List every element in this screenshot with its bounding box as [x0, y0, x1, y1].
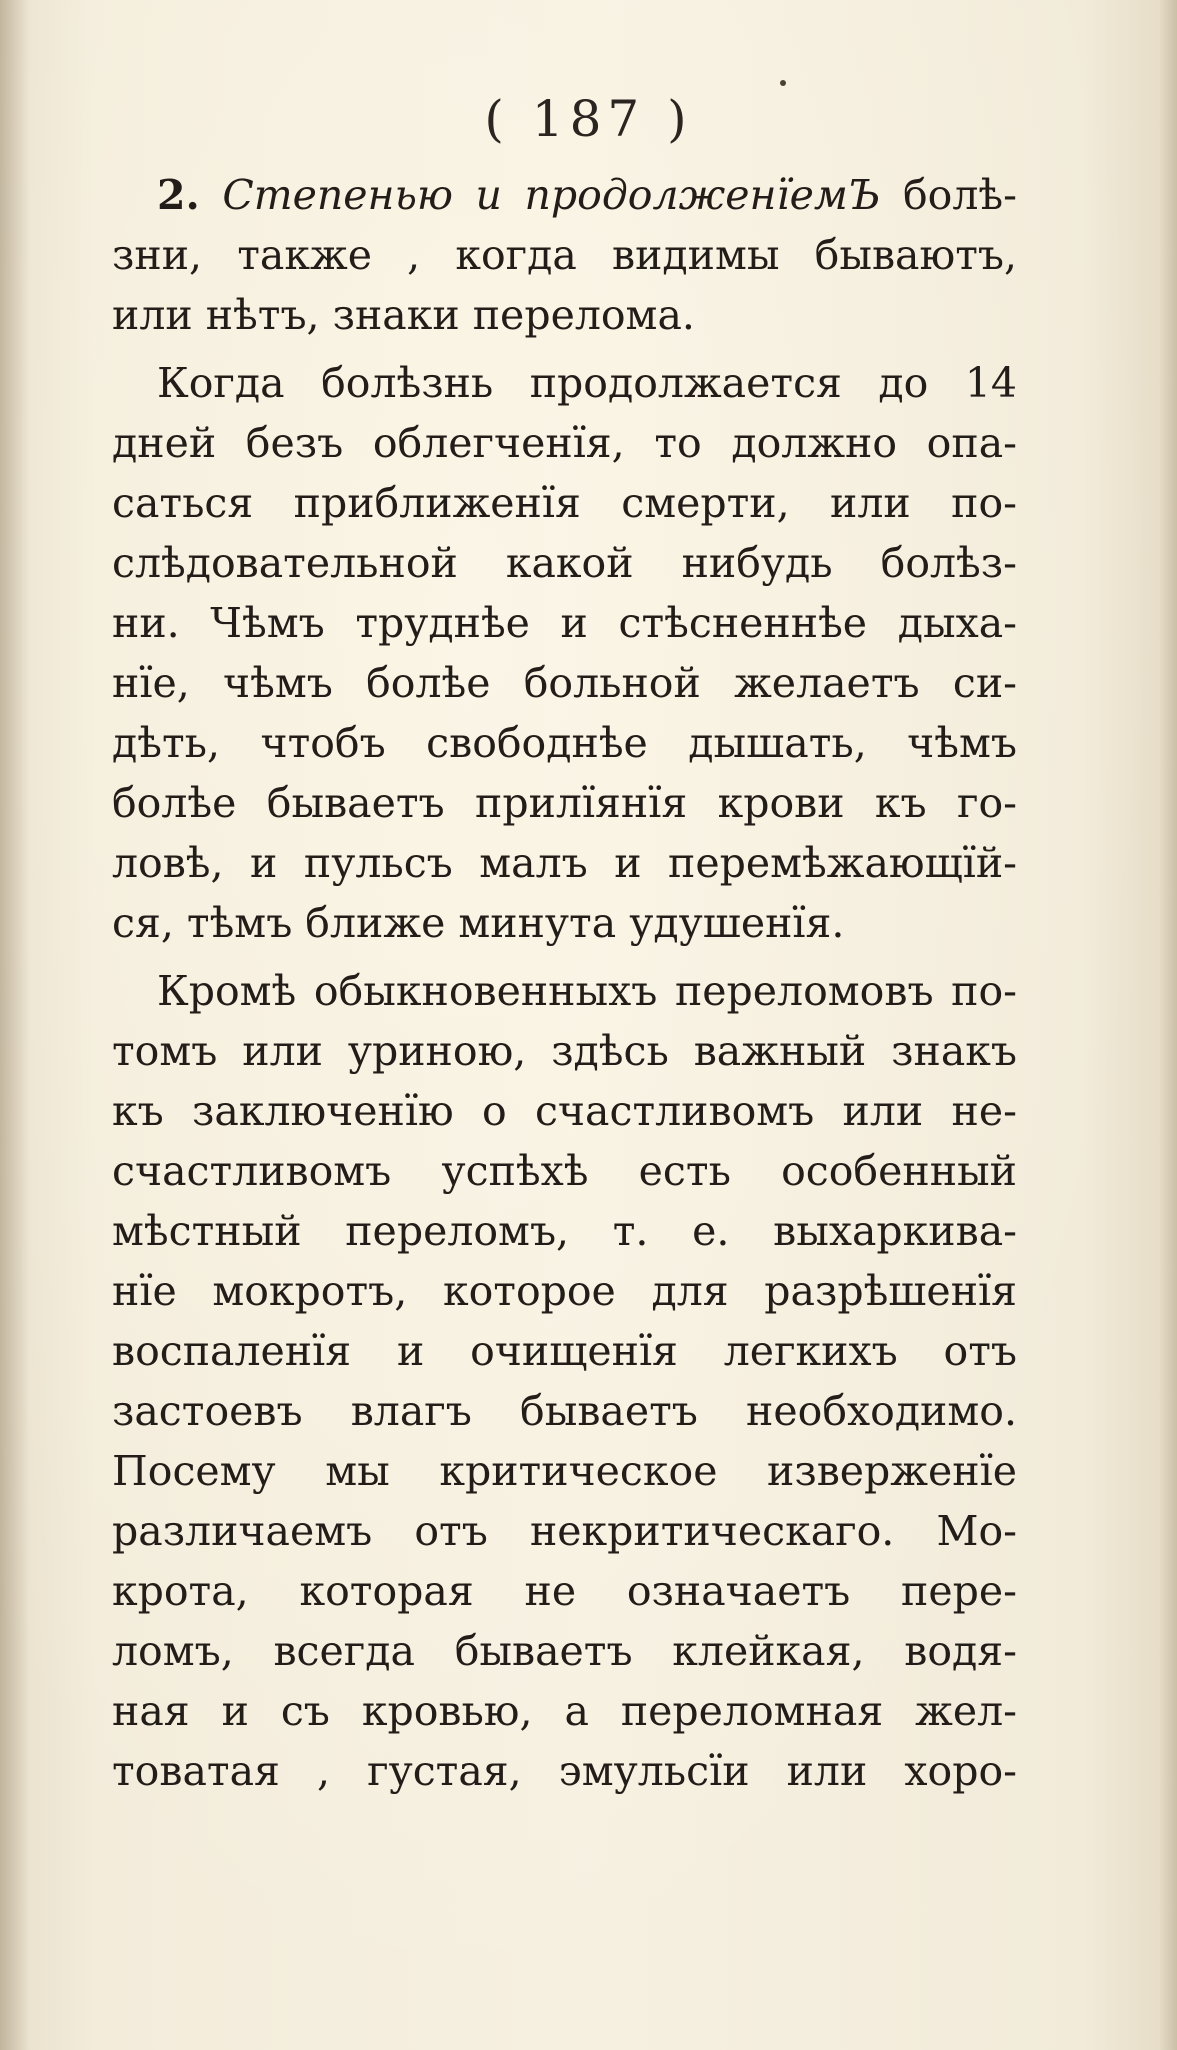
paragraph-3-line-5: мѣстный переломъ, т. е. выхаркива-: [112, 1207, 1017, 1255]
paragraph-2-line-4: слѣдовательной какой нибудь болѣз-: [112, 539, 1017, 587]
paragraph-3-line-1: Кромѣ обыкновенныхъ переломовъ по-: [157, 967, 1017, 1015]
paragraph-2-line-3: саться приближенїя смерти, или по-: [112, 479, 1017, 527]
ink-dot: [780, 80, 786, 86]
paragraph-3-line-7: воспаленїя и очищенїя легкихъ отъ: [112, 1327, 1017, 1375]
paragraph-3-line-8: застоевъ влагъ бываетъ необходимо.: [112, 1387, 1017, 1435]
body-text: [112, 165, 1017, 1801]
paragraph-3-line-11: крота, которая не означаетъ пере-: [112, 1567, 1017, 1615]
paragraph-3-line-9: Посему мы критическое изверженїе: [112, 1447, 1017, 1495]
paragraph-2-line-2: дней безъ облегченїя, то должно опа-: [112, 419, 1017, 467]
paragraph-2-line-1: Когда болѣзнь продолжается до 14: [157, 359, 1017, 407]
paragraph-1-line-3: или нѣтъ, знаки перелома.: [112, 291, 695, 339]
paragraph-2-line-6: нїе, чѣмъ болѣе больной желаетъ си-: [112, 659, 1017, 707]
italic-heading: Степенью и продолженїемЪ: [222, 171, 881, 219]
page-edge-shadow: [1159, 0, 1177, 2050]
paragraph-1-line-1: [112, 165, 1017, 225]
paragraph-2-line-10: ся, тѣмъ ближе минута удушенїя.: [112, 899, 845, 947]
paragraph-3-line-14: товатая , густая, эмульсїи или хоро-: [112, 1747, 1017, 1795]
line-continuation: болѣ-: [902, 171, 1017, 219]
paragraph-3-line-12: ломъ, всегда бываетъ клейкая, водя-: [112, 1627, 1017, 1675]
paragraph-3-line-10: различаемъ отъ некритическаго. Мо-: [112, 1507, 1017, 1555]
paragraph-1-line-2: зни, также , когда видимы бываютъ,: [112, 231, 1017, 279]
paragraph-2-line-9: ловѣ, и пульсъ малъ и перемѣжающїй-: [112, 839, 1017, 887]
paragraph-3-line-6: нїе мокротъ, которое для разрѣшенїя: [112, 1267, 1017, 1315]
list-number: 2.: [157, 171, 200, 219]
paragraph-3-line-4: счастливомъ успѣхѣ есть особенный: [112, 1147, 1017, 1195]
paragraph-3-line-2: томъ или уриною, здѣсь важный знакъ: [112, 1027, 1017, 1075]
paragraph-2-line-5: ни. Чѣмъ труднѣе и стѣсненнѣе дыха-: [112, 599, 1017, 647]
page-number: ( 187 ): [484, 90, 693, 148]
spine-shadow: [0, 0, 30, 2050]
paragraph-3-line-13: ная и съ кровью, а переломная жел-: [112, 1687, 1017, 1735]
paragraph-3-line-3: къ заключенїю о счастливомъ или не-: [112, 1087, 1017, 1135]
paragraph-2-line-7: дѣть, чтобъ свободнѣе дышать, чѣмъ: [112, 719, 1017, 767]
paragraph-2-line-8: болѣе бываетъ прилїянїя крови къ го-: [112, 779, 1017, 827]
